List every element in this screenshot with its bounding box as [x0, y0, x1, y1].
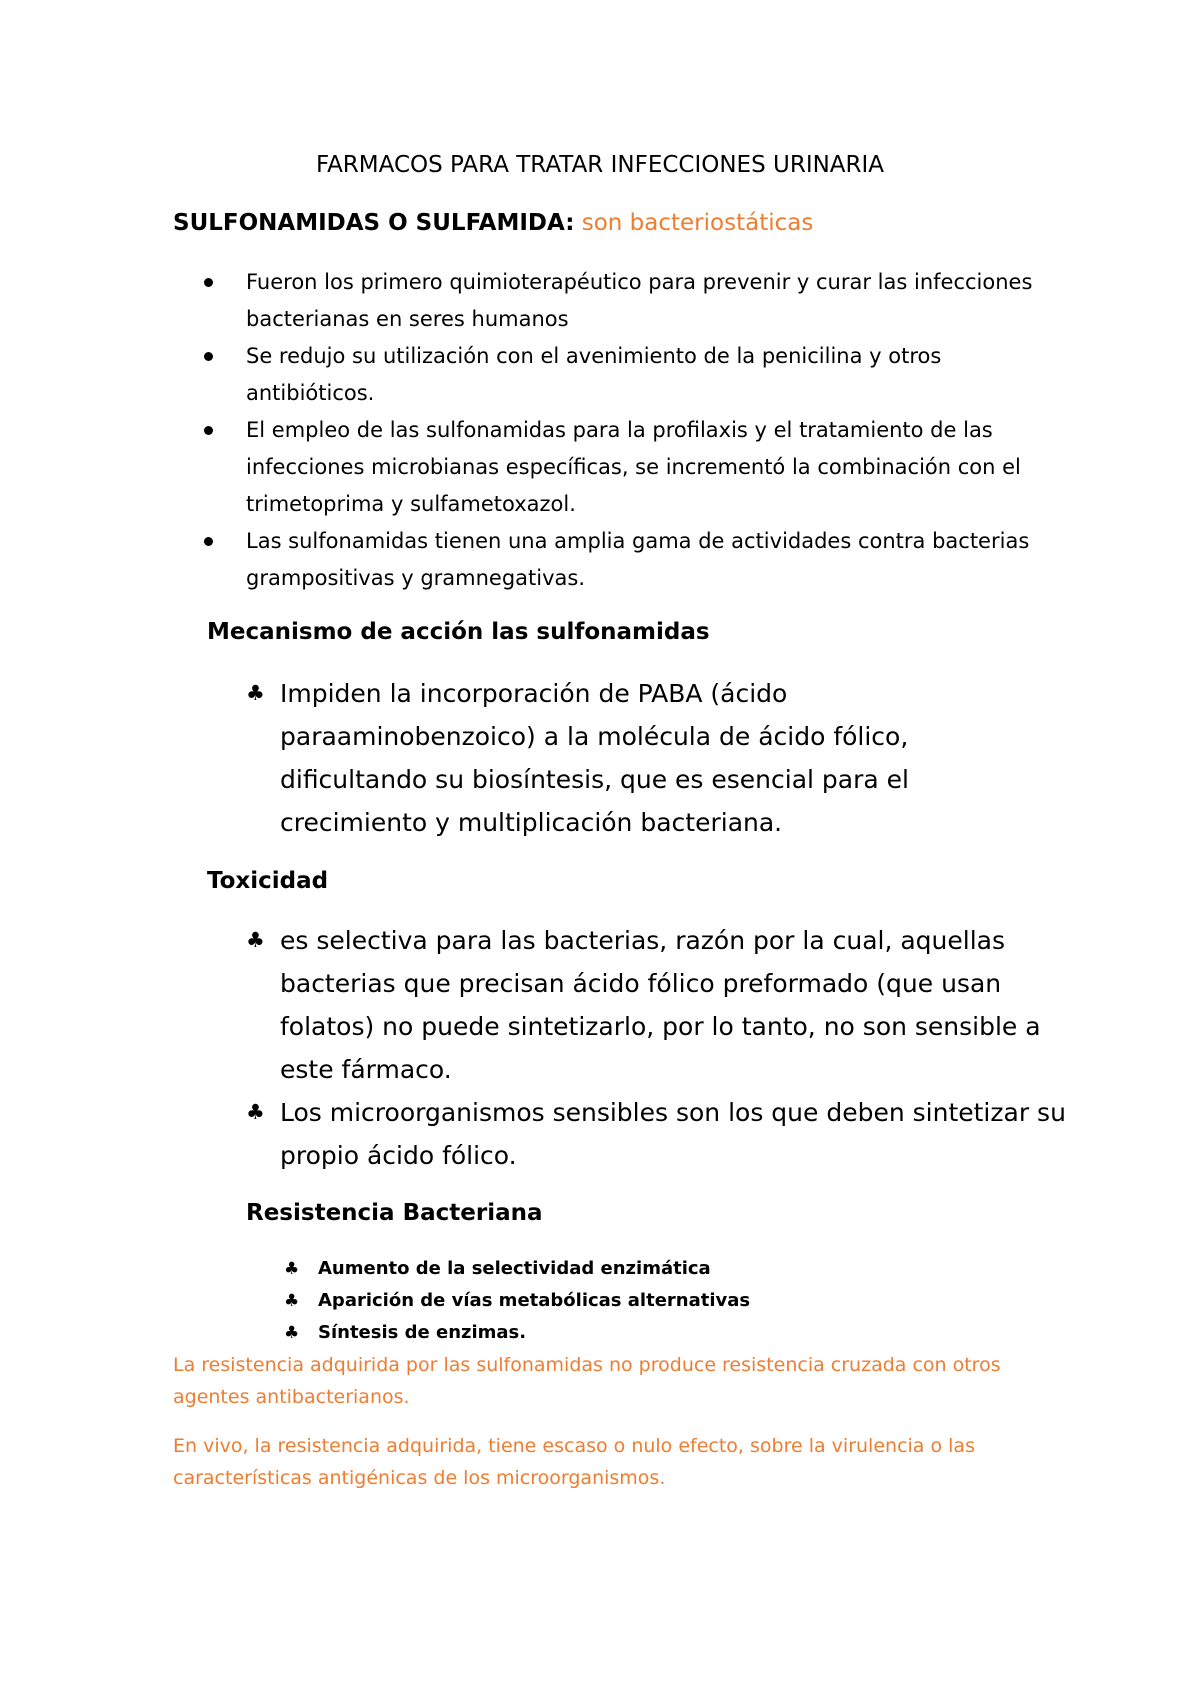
document-title: FARMACOS PARA TRATAR INFECCIONES URINARIA — [315, 152, 885, 178]
bullet-icon — [204, 352, 213, 361]
list-item — [200, 264, 1040, 338]
list-item — [200, 338, 1040, 412]
list-item-text: Fueron los primero quimioterapéutico para prevenir y curar las infecciones bacterianas en seres humanos — [246, 270, 1033, 331]
list-item-text: Síntesis de enzimas. — [318, 1322, 527, 1343]
list-item — [246, 672, 1046, 844]
list-item-text: Las sulfonamidas tienen una amplia gama de actividades contra bacterias grampositivas y gramnegativas. — [246, 529, 1030, 590]
list-item-text: Aparición de vías metabólicas alternativas — [318, 1290, 751, 1311]
section-heading — [173, 208, 813, 238]
bullet-icon — [204, 278, 213, 287]
club-suit-icon: ♣ — [284, 1291, 300, 1311]
list-item — [246, 919, 1066, 1091]
section-heading-note: son bacteriostáticas — [581, 210, 814, 236]
list-item-text: es selectiva para las bacterias, razón por la cual, aquellas bacterias que precisan ácido fólico preformado (que usan folatos) no puede sintetizarlo, por lo tanto, no son sensible a este fármaco. — [280, 926, 1041, 1084]
list-item — [200, 523, 1040, 597]
mechanism-heading: Mecanismo de acción las sulfonamidas — [207, 619, 710, 645]
list-item-text: El empleo de las sulfonamidas para la profilaxis y el tratamiento de las infecciones microbianas específicas, se incrementó la combinación con el trimetoprima y sulfametoxazol. — [246, 418, 1021, 516]
list-item — [284, 1317, 750, 1349]
club-suit-icon: ♣ — [284, 1323, 300, 1343]
mechanism-list — [246, 672, 1046, 844]
club-suit-icon: ♣ — [246, 681, 265, 705]
section-heading-label: SULFONAMIDAS O SULFAMIDA: — [173, 210, 575, 236]
bullet-icon — [204, 537, 213, 546]
list-item — [200, 412, 1040, 523]
toxicity-list — [246, 919, 1066, 1177]
list-item — [246, 1091, 1066, 1177]
club-suit-icon: ♣ — [246, 1100, 265, 1124]
list-item-text: Se redujo su utilización con el avenimiento de la penicilina y otros antibióticos. — [246, 344, 942, 405]
list-item — [284, 1253, 750, 1285]
sulfonamide-bullet-list — [200, 264, 1040, 597]
resistance-note: La resistencia adquirida por las sulfonamidas no produce resistencia cruzada con otros agentes antibacterianos. — [173, 1354, 1001, 1408]
resistance-heading: Resistencia Bacteriana — [246, 1200, 543, 1226]
club-suit-icon: ♣ — [284, 1259, 300, 1279]
bullet-icon — [204, 426, 213, 435]
in-vivo-note: En vivo, la resistencia adquirida, tiene escaso o nulo efecto, sobre la virulencia o las características antigénicas de los microorganismos. — [173, 1435, 975, 1489]
club-suit-icon: ♣ — [246, 928, 265, 952]
list-item-text: Los microorganismos sensibles son los que deben sintetizar su propio ácido fólico. — [280, 1098, 1066, 1170]
list-item — [284, 1285, 750, 1317]
resistance-list — [284, 1253, 750, 1349]
toxicity-heading: Toxicidad — [207, 868, 329, 894]
list-item-text: Aumento de la selectividad enzimática — [318, 1258, 711, 1279]
list-item-text: Impiden la incorporación de PABA (ácido paraaminobenzoico) a la molécula de ácido fólico, dificultando su biosíntesis, que es esencial para el crecimiento y multiplicación bacteriana. — [280, 679, 909, 837]
